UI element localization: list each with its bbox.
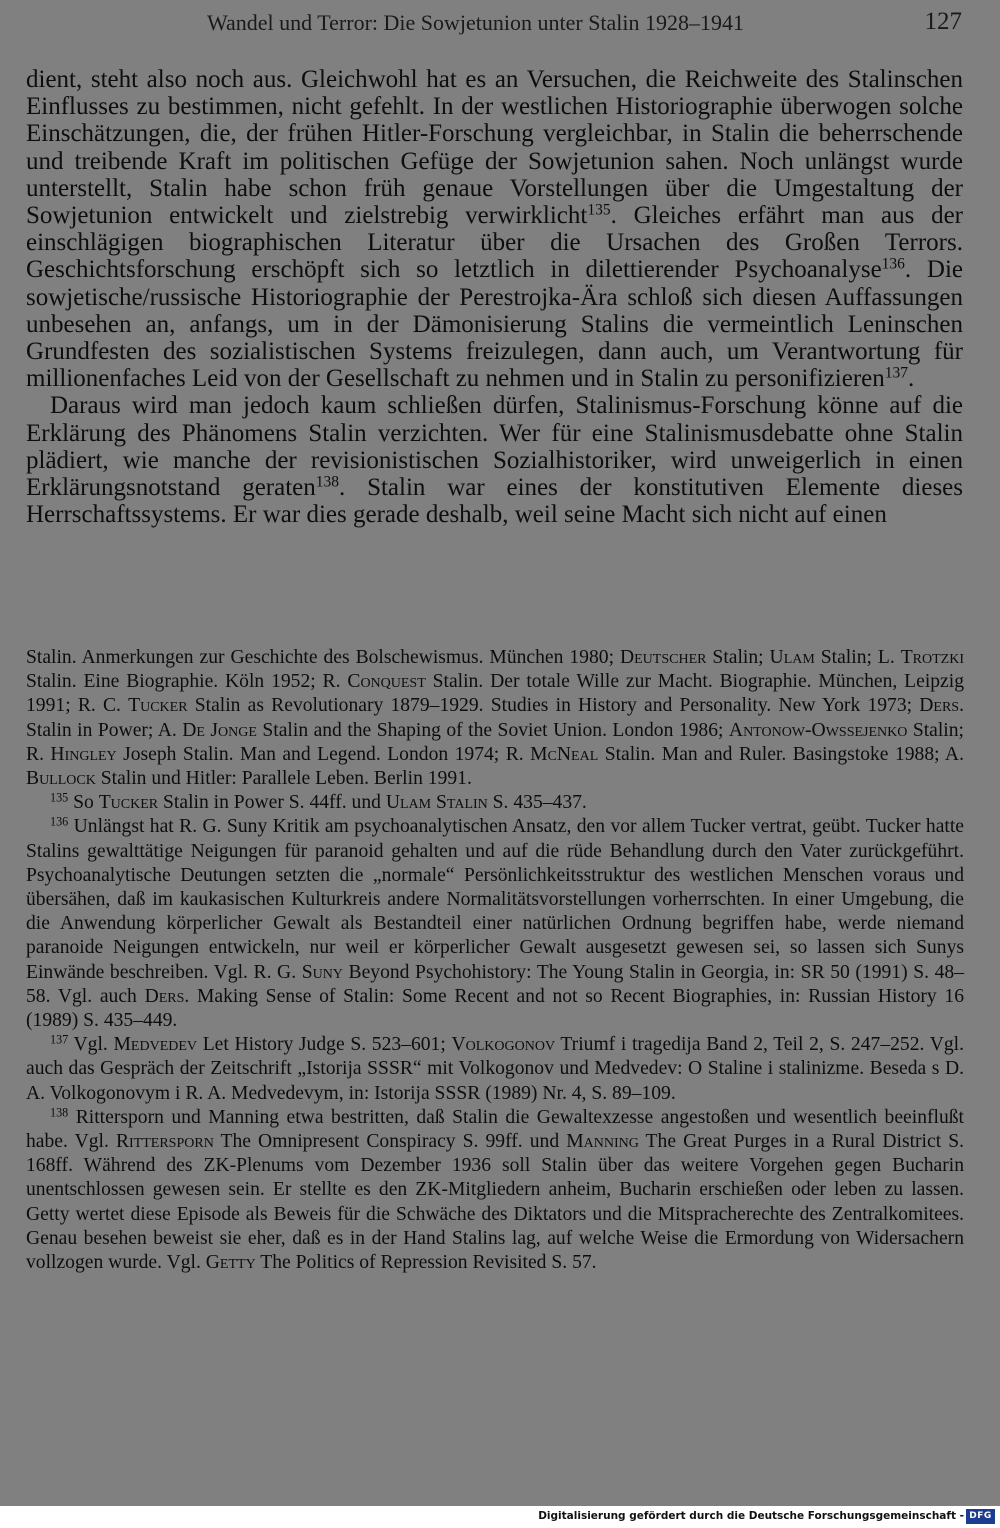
page-number: 127 bbox=[924, 8, 962, 35]
funding-credit: Digitalisierung gefördert durch die Deutsche Forschungsgemeinschaft - bbox=[538, 1510, 964, 1522]
footnote-136: $^{136}$ Unlängst hat R. G. Suny Kritik am psychoanalytischen Ansatz, den vor allem Tucker vertrat, geübt. Tucker hatte Stalins gewalttätige Neigungen für paranoid gehalten und auf die rüde Behandlung durch den Vater zurückgeführt. Psychoanalytische Deutungen setzten die „normale“ Persönlichkeitsstruktur des westlichen Menschen voraus und übersähen, daß im kaukasischen Kulturkreis andere Normalitätsvorstellungen vorherrschten. In einer Umgebung, die die Anwendung körperlicher Gewalt als Bestandteil einer natürlichen Ordnung begriffen habe, werde niemand paranoide Neigungen entwickeln, nur weil er körperlicher Gewalt ausgesetzt gewesen sei, so lassen sich Sunys Einwände beschreiben. Vgl. R. G. Suny Beyond Psychohistory: The Young Stalin in Georgia, in: SR 50 (1991) S. 48–58. Vgl. auch Ders. Making Sense of Stalin: Some Recent and not so Recent Biographies, in: Russian History 16 (1989) S. 435–449. bbox=[26, 814, 964, 1032]
dfg-logo: DFG bbox=[966, 1509, 995, 1524]
footnote-ref-136: 136 bbox=[881, 255, 905, 273]
footnote-135: $^{135}$ So Tucker Stalin in Power S. 44ff. und Ulam Stalin S. 435–437. bbox=[50, 790, 587, 814]
running-head: Wandel und Terror: Die Sowjetunion unter Stalin 1928–1941 bbox=[207, 10, 745, 35]
footnote-ref-135: 135 bbox=[587, 201, 611, 219]
page-header bbox=[0, 6, 1000, 40]
body-paragraph: dient, steht also noch aus. Gleichwohl hat es an Versuchen, die Reichweite des Stalinschen Einflusses zu bestimmen, nicht gefehlt. In der westlichen Historiographie überwogen solche Einschätzungen, die, der frühen Hitler-Forschung vergleichbar, in Stalin die beherrschende und treibende Kraft im politischen Gefüge der Sowjetunion sahen. Noch unlängst wurde unterstellt, Stalin habe schon früh genaue Vorstellungen über die Umgestaltung der Sowjetunion entwickelt und zielstrebig verwirklicht$^{135}$. Gleiches erfährt man aus der einschlägigen biographischen Literatur über die Ursachen des Großen Terrors. Geschichtsforschung erschöpft sich so letztlich in dilettierender Psychoanalyse$^{136}$. Die sowjetische/russische Historiographie der Perestrojka-Ära schloß sich diesen Auffassungen unbesehen an, anfangs, um in der Dämonisierung Stalins die vermeintlich Leninschen Grundfesten des sozialistischen Systems freizulegen, dann auch, um Verantwortung für millionenfaches Leid von der Gesellschaft zu nehmen und in Stalin zu personifizieren$^{137}$. bbox=[26, 66, 964, 393]
footnote-ref-137: 137 bbox=[884, 364, 909, 382]
main-text bbox=[26, 66, 963, 528]
digitization-footer bbox=[0, 1506, 1000, 1528]
footnote-continuation: Stalin. Anmerkungen zur Geschichte des Bolschewismus. München 1980; Deutscher Stalin; Ulam Stalin; L. Trotzki Stalin. Eine Biographie. Köln 1952; R. Conquest Stalin. Der totale Wille zur Macht. Biographie. München, Leipzig 1991; R. C. Tucker Stalin as Revolutionary 1879–1929. Studies in History and Personality. New York 1973; Ders. Stalin in Power; A. De Jonge Stalin and the Shaping of the Soviet Union. London 1986; Antonow-Owssejenko Stalin; R. Hingley Joseph Stalin. Man and Legend. London 1974; R. McNeal Stalin. Man and Ruler. Basingstoke 1988; A. Bullock Stalin und Hitler: Parallele Leben. Berlin 1991. bbox=[26, 647, 964, 790]
footnote-ref-138: 138 bbox=[315, 473, 340, 491]
footnotes bbox=[26, 646, 964, 1275]
footnote-137: $^{137}$ Vgl. Medvedev Let History Judge S. 523–601; Volkogonov Triumf i tragedija Band 2, Teil 2, S. 247–252. Vgl. auch das Gespräch der Zeitschrift „Istorija SSSR“ mit Volkogonov und Medvedev: O Staline i stalinizme. Beseda s D. A. Volkogonovym i R. A. Medvedevym, in: Istorija SSSR (1989) Nr. 4, S. 89–109. bbox=[26, 1032, 965, 1104]
body-paragraph: Daraus wird man jedoch kaum schließen dürfen, Stalinismus-Forschung könne auf die Erklärung des Phänomens Stalin verzichten. Wer für eine Stalinismusdebatte ohne Stalin plädiert, wie manche der revisionistischen Sozialhistoriker, wird unweigerlich in einen Erklärungsnotstand geraten$^{138}$. Stalin war eines der konstitutiven Elemente dieses Herrschaftssystems. Er war dies gerade deshalb, weil seine Macht sich nicht auf einen bbox=[26, 392, 963, 529]
footnote-138: $^{138}$ Rittersporn und Manning etwa bestritten, daß Stalin die Gewaltexzesse angestoßen und wesentlich beeinflußt habe. Vgl. Rittersporn The Omnipresent Conspiracy S. 99ff. und Manning The Great Purges in a Rural District S. 168ff. Während des ZK-Plenums vom Dezember 1936 soll Stalin über das weitere Vorgehen gegen Bucharin unentschlossen gewesen sein. Er stellte es den ZK-Mitgliedern anheim, Bucharin erschießen oder leben zu lassen. Getty wertet diese Episode als Beweis für die Schwäche des Diktators und die Mitspracherechte des Zentralkomitees. Genau besehen beweist sie eher, daß es in der Hand Stalins lag, auf welche Weise die Ermordung von Widersachern vollzogen wurde. Vgl. Getty The Politics of Repression Revisited S. 57. bbox=[26, 1105, 964, 1274]
